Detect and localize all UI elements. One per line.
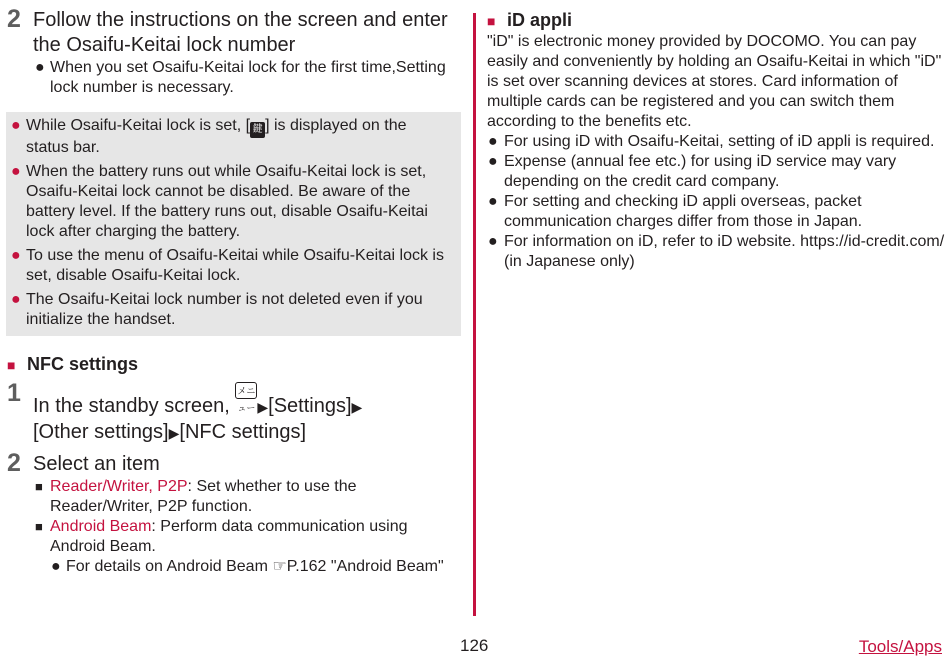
heading-square-icon: ■ [7, 357, 16, 373]
step-number: 2 [7, 449, 21, 477]
item-android-beam: ■ Android Beam: Perform data communication using Android Beam. [35, 518, 408, 555]
bullet-dot: ● [488, 193, 498, 210]
heading-square-icon: ■ [487, 13, 496, 29]
bullet-first-time: ● When you set Osaifu-Keitai lock for the first time,Setting lock number is necessary. [35, 59, 446, 96]
step-select-item: 2 Select an item [7, 449, 160, 477]
arrow-right-icon: ▶ [168, 425, 180, 441]
note-battery: ● When the battery runs out while Osaifu-Keitai lock is set, Osaifu-Keitai lock cannot be disabled. Be aware of the battery level. If the battery runs out, disable Osaifu-Keitai lock after charging the battery. [11, 163, 428, 240]
note-menu: ● To use the menu of Osaifu-Keitai while Osaifu-Keitai lock is set, disable Osaifu-Keitai lock. [11, 247, 444, 284]
id-description: "iD" is electronic money provided by DOCOMO. You can pay easily and conveniently by holding an Osaifu-Keitai in which "iD" is set over scanning devices at stores. Card information of multiple cards can be registered and you can switch them according to the benefits etc. [487, 33, 942, 130]
nfc-settings-heading: ■ NFC settings [7, 352, 462, 376]
reference-icon: ☞ [272, 558, 287, 575]
square-bullet-icon: ■ [35, 479, 43, 494]
lock-status-icon: 鍵 [250, 122, 265, 138]
section-link[interactable]: Tools/Apps [858, 637, 942, 656]
bullet-dot: ● [11, 117, 21, 134]
notes-box [6, 112, 461, 336]
arrow-right-icon: ▶ [257, 399, 269, 415]
note-initialize: ● The Osaifu-Keitai lock number is not deleted even if you initialize the handset. [11, 291, 423, 328]
right-column [487, 8, 945, 272]
left-column [7, 5, 462, 577]
bullet-dot: ● [488, 133, 498, 150]
bullet-website: ● For information on iD, refer to iD website. https://id-credit.com/ (in Japanese only) [488, 233, 945, 270]
bullet-dot: ● [11, 291, 21, 308]
menu-key-icon: メニュー [235, 382, 257, 399]
step-standby-screen: 1 In the standby screen, メニュー ▶[Settings]▶ [Other settings]▶[NFC settings] [7, 379, 363, 443]
bullet-overseas: ● For setting and checking iD appli overseas, packet communication charges differ from those in Japan. [488, 193, 863, 230]
step-enter-lock-number [7, 5, 462, 58]
note-status-bar: ● While Osaifu-Keitai lock is set, [ 鍵 ] is displayed on the status bar. [11, 117, 407, 156]
arrow-right-icon: ▶ [351, 399, 363, 415]
bullet-dot: ● [35, 59, 45, 76]
bullet-id-required: ● For using iD with Osaifu-Keitai, setting of iD appli is required. [488, 133, 935, 150]
bullet-dot: ● [51, 558, 61, 575]
page-number: 126 [460, 636, 489, 655]
step-number: 2 [7, 5, 21, 33]
id-appli-heading: ■ iD appli [487, 8, 945, 32]
item-reader-writer: ■ Reader/Writer, P2P: Set whether to use the Reader/Writer, P2P function. [35, 478, 357, 515]
bullet-android-beam-details: ● For details on Android Beam ☞P.162 "Android Beam" [51, 558, 444, 575]
bullet-dot: ● [11, 163, 21, 180]
bullet-dot: ● [11, 247, 21, 264]
square-bullet-icon: ■ [35, 519, 43, 534]
column-divider [473, 13, 476, 616]
bullet-expense: ● Expense (annual fee etc.) for using iD service may vary depending on the credit card company. [488, 153, 897, 190]
bullet-dot: ● [488, 153, 498, 170]
step-text: Follow the instructions on the screen and enter the Osaifu-Keitai lock number [33, 9, 448, 56]
bullet-dot: ● [488, 233, 498, 250]
step-number: 1 [7, 379, 21, 407]
